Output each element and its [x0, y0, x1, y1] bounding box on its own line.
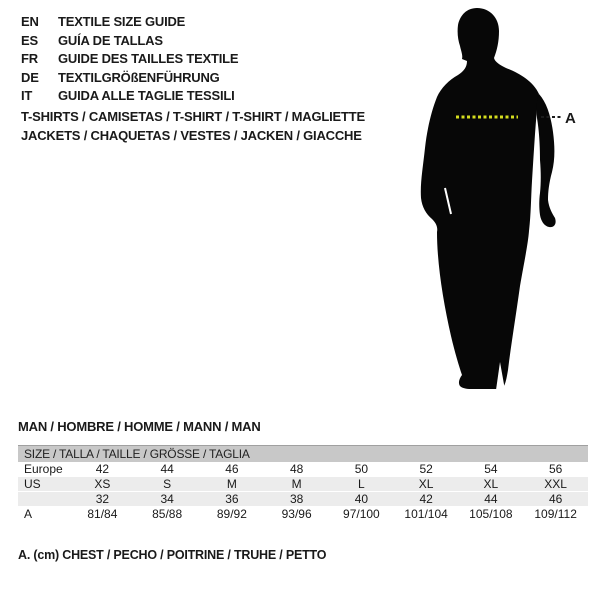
language-label: GUIDA ALLE TAGLIE TESSILI — [58, 88, 235, 104]
language-row — [21, 87, 238, 106]
row-label: US — [24, 477, 41, 491]
man-right-arm — [537, 94, 556, 227]
man-silhouette — [421, 8, 539, 389]
measure-label-a: A — [565, 110, 576, 127]
table-cell: XL — [483, 477, 499, 491]
table-cell: M — [226, 477, 237, 491]
table-cell: 46 — [548, 492, 563, 506]
language-code: ES — [21, 32, 38, 48]
table-cell: 44 — [160, 462, 174, 476]
table-cell: 40 — [354, 492, 369, 506]
language-row — [21, 69, 238, 88]
row-label: Europe — [24, 462, 63, 476]
table-cell: 50 — [354, 462, 369, 476]
size-table — [18, 445, 588, 522]
table-cell: L — [358, 477, 365, 491]
language-row — [21, 50, 238, 69]
language-label: GUÍA DE TALLAS — [58, 32, 163, 48]
table-row-chest-a — [18, 507, 588, 522]
table-cell: 109/112 — [534, 507, 577, 521]
product-categories — [21, 108, 365, 145]
table-row-europe — [18, 462, 588, 477]
table-cell: 97/100 — [343, 507, 380, 521]
table-cell: 85/88 — [152, 507, 183, 521]
language-list — [21, 13, 238, 106]
language-code: IT — [21, 88, 33, 104]
table-cell: 105/108 — [469, 507, 513, 521]
language-label: TEXTILE SIZE GUIDE — [58, 14, 186, 29]
table-cell: 42 — [419, 492, 433, 506]
measurement-footnote: A. (cm) CHEST / PECHO / POITRINE / TRUHE / PETTO — [18, 548, 327, 562]
table-cell: 46 — [225, 462, 239, 476]
leg-notch — [496, 362, 505, 390]
section-title-man: MAN / HOMBRE / HOMME / MANN / MAN — [18, 419, 261, 434]
product-line-tshirts: T-SHIRTS / CAMISETAS / T-SHIRT / T-SHIRT / MAGLIETTE — [21, 109, 365, 124]
table-cell: 101/104 — [404, 507, 448, 521]
table-cell: 44 — [484, 492, 498, 506]
language-row — [21, 32, 238, 51]
language-label: TEXTILGRÖßENFÜHRUNG — [58, 69, 220, 85]
table-cell: 56 — [548, 462, 563, 476]
table-cell: 93/96 — [281, 507, 312, 521]
table-cell: 52 — [419, 462, 433, 476]
table-cell: S — [163, 477, 172, 491]
table-cell: 36 — [225, 492, 239, 506]
language-row — [21, 13, 238, 32]
product-line-jackets: JACKETS / CHAQUETAS / VESTES / JACKEN / GIACCHE — [21, 127, 362, 143]
table-cell: 89/92 — [216, 507, 247, 521]
table-cell: 42 — [95, 462, 110, 476]
table-row-numeric — [18, 492, 588, 507]
table-row-us — [18, 477, 588, 492]
table-cell: 38 — [289, 492, 304, 506]
table-cell: M — [291, 477, 302, 491]
table-cell: 81/84 — [87, 507, 118, 521]
table-cell: XL — [418, 477, 434, 491]
language-label: GUIDE DES TAILLES TEXTILE — [58, 51, 239, 67]
table-cell: 54 — [484, 462, 498, 476]
table-cell: 32 — [95, 492, 110, 506]
row-label — [18, 492, 70, 507]
pocket-notch — [445, 188, 451, 214]
size-table-header: SIZE / TALLA / TAILLE / GRÖSSE / TAGLIA — [18, 445, 588, 462]
table-cell: 34 — [160, 492, 174, 506]
language-code: EN — [21, 14, 39, 29]
language-code: DE — [21, 69, 39, 85]
table-cell: 48 — [289, 462, 304, 476]
language-code: FR — [21, 51, 38, 67]
table-cell: XS — [94, 477, 111, 491]
row-label: A — [24, 507, 33, 521]
table-cell: XXL — [544, 477, 567, 491]
